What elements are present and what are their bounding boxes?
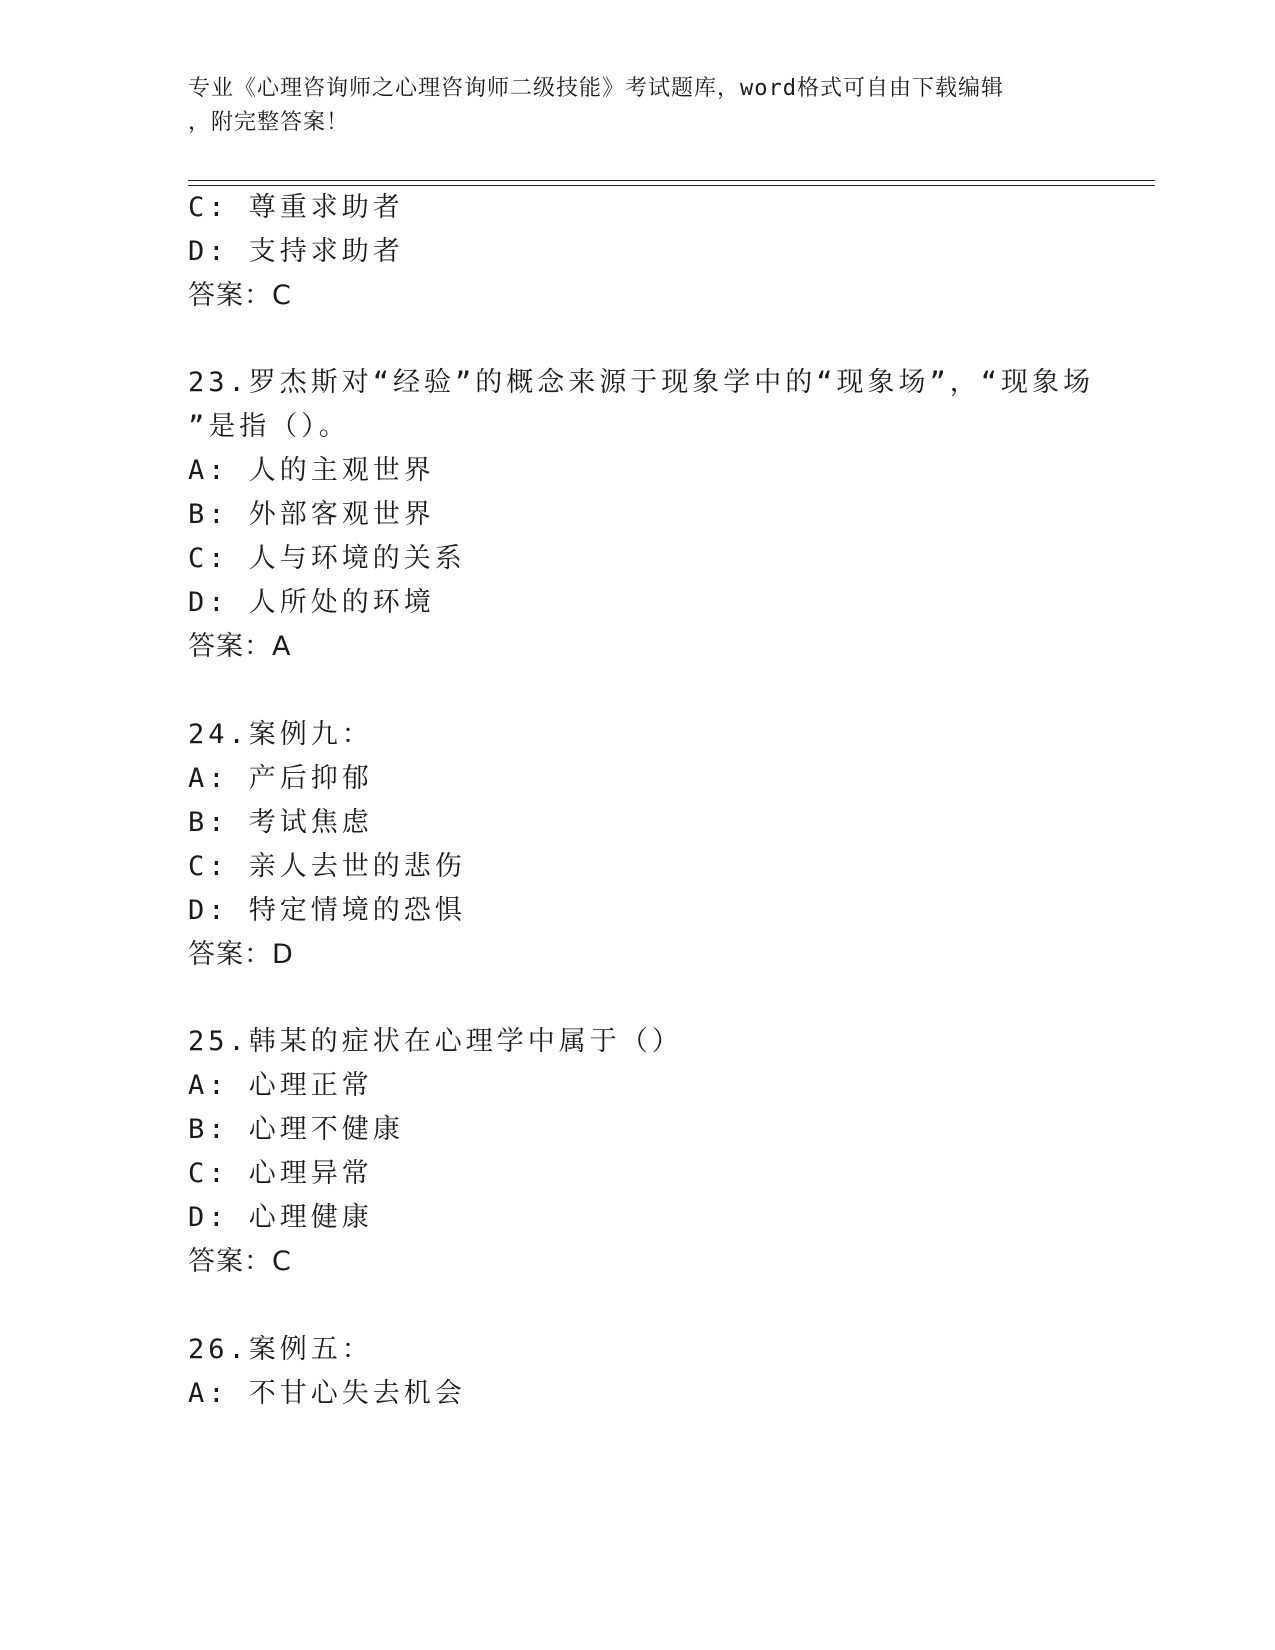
question-23-option-d: D: 人所处的环境 (188, 587, 435, 618)
question-24-option-a: A: 产后抑郁 (188, 763, 373, 794)
answer: 答案：C (188, 280, 292, 311)
question-24-option-c: C: 亲人去世的悲伤 (188, 851, 466, 882)
question-25-option-d: D: 心理健康 (188, 1202, 373, 1233)
question-23-stem-line-2: ”是指（）。 (188, 411, 350, 442)
question-25-answer: 答案：C (188, 1246, 292, 1277)
question-24-option-b: B: 考试焦虑 (188, 807, 373, 838)
question-23-option-a: A: 人的主观世界 (188, 455, 435, 486)
question-23-answer: 答案：A (188, 631, 292, 662)
header-divider-top (188, 180, 1155, 181)
document-header (188, 72, 1068, 140)
question-25-option-c: C: 心理异常 (188, 1158, 373, 1189)
question-26-stem: 26.案例五： (188, 1334, 373, 1365)
question-26-option-a: A: 不甘心失去机会 (188, 1378, 466, 1409)
header-line-1: 专业《心理咨询师之心理咨询师二级技能》考试题库，word格式可自由下载编辑 (188, 76, 1004, 101)
question-25-stem: 25.韩某的症状在心理学中属于（） (188, 1026, 683, 1057)
question-24-stem: 24.案例九： (188, 719, 373, 750)
option-d: D: 支持求助者 (188, 236, 404, 267)
question-24-answer: 答案：D (188, 939, 294, 970)
option-c: C: 尊重求助者 (188, 192, 404, 223)
header-divider-bottom (188, 185, 1155, 186)
question-25-option-a: A: 心理正常 (188, 1070, 373, 1101)
question-24-option-d: D: 特定情境的恐惧 (188, 895, 466, 926)
question-23-option-c: C: 人与环境的关系 (188, 543, 466, 574)
header-line-2: ，附完整答案！ (188, 110, 350, 135)
question-23-option-b: B: 外部客观世界 (188, 499, 435, 530)
question-25-option-b: B: 心理不健康 (188, 1114, 404, 1145)
question-23-stem-line-1: 23.罗杰斯对“经验”的概念来源于现象学中的“现象场”，“现象场 (188, 367, 1095, 398)
